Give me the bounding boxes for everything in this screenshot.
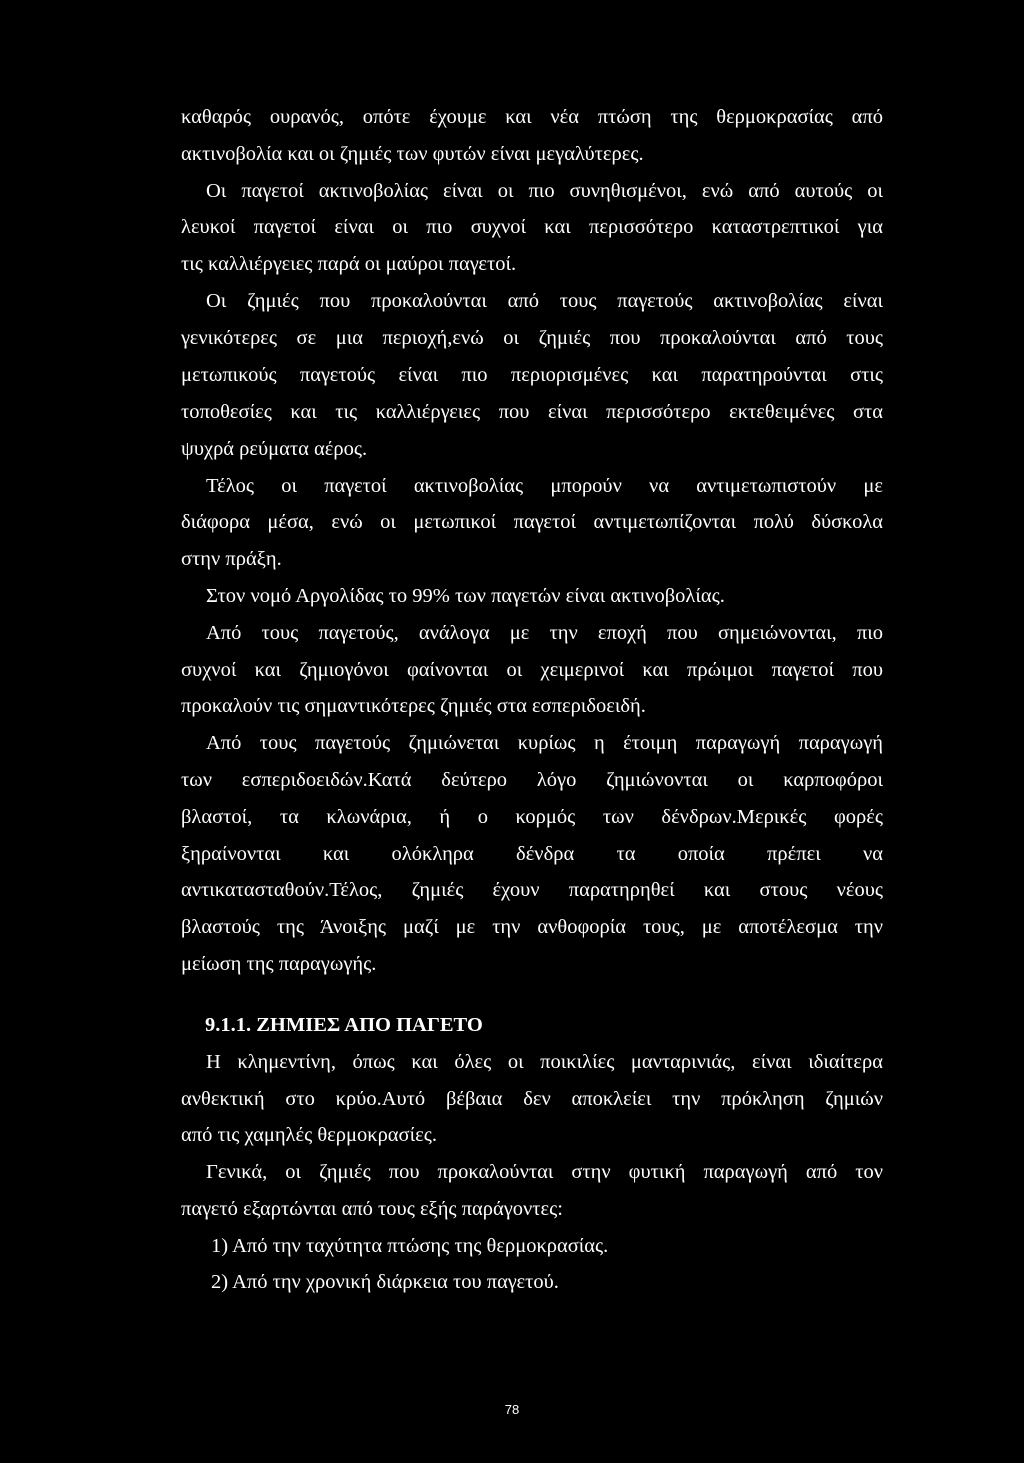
text-line: ακτινοβολία και οι ζημιές των φυτών είναι μεγαλύτερες. xyxy=(181,143,644,165)
text-line: Από τους παγετούς, ανάλογα με την εποχή που σημειώνονται, πιο xyxy=(206,622,883,644)
text-line: παγετό εξαρτώνται από τους εξής παράγοντες: xyxy=(181,1198,563,1220)
section-heading: 9.1.1. ΖΗΜΙΕΣ ΑΠΟ ΠΑΓΕΤΟ xyxy=(205,1014,483,1036)
text-line: ανθεκτική στο κρύο.Αυτό βέβαια δεν αποκλείει την πρόκληση ζημιών xyxy=(181,1088,883,1110)
text-line: βλαστούς της Άνοιξης μαζί με την ανθοφορία τους, με αποτέλεσμα την xyxy=(181,916,883,938)
text-line: προκαλούν τις σημαντικότερες ζημιές στα εσπεριδοειδή. xyxy=(181,695,646,717)
text-line: Οι παγετοί ακτινοβολίας είναι οι πιο συνηθισμένοι, ενώ από αυτούς οι xyxy=(206,180,883,202)
text-line: Από τους παγετούς ζημιώνεται κυρίως η έτοιμη παραγωγή παραγωγή xyxy=(206,732,883,754)
text-line: στην πράξη. xyxy=(181,548,282,570)
text-line: από τις χαμηλές θερμοκρασίες. xyxy=(181,1124,437,1146)
text-line: μετωπικούς παγετούς είναι πιο περιορισμένες και παρατηρούνται στις xyxy=(181,364,883,386)
text-line: καθαρός ουρανός, οπότε έχουμε και νέα πτώση της θερμοκρασίας από xyxy=(181,106,883,128)
text-line: αντικατασταθούν.Τέλος, ζημιές έχουν παρατηρηθεί και στους νέους xyxy=(181,879,883,901)
text-line: τοποθεσίες και τις καλλιέργειες που είναι περισσότερο εκτεθειμένες στα xyxy=(181,401,883,423)
text-line: Γενικά, οι ζημιές που προκαλούνται στην φυτική παραγωγή από τον xyxy=(206,1161,883,1183)
text-line: Τέλος οι παγετοί ακτινοβολίας μπορούν να αντιμετωπιστούν με xyxy=(206,475,883,497)
text-line: Στον νομό Αργολίδας το 99% των παγετών είναι ακτινοβολίας. xyxy=(206,585,725,607)
text-line: γενικότερες σε μια περιοχή,ενώ οι ζημιές που προκαλούνται από τους xyxy=(181,327,883,349)
text-line: βλαστοί, τα κλωνάρια, ή ο κορμός των δένδρων.Μερικές φορές xyxy=(181,806,883,828)
text-line: συχνοί και ζημιογόνοι φαίνονται οι χειμερινοί και πρώιμοι παγετοί που xyxy=(181,659,883,681)
list-item: 1) Από την ταχύτητα πτώσης της θερμοκρασίας. xyxy=(211,1235,609,1257)
text-line: λευκοί παγετοί είναι οι πιο συχνοί και περισσότερο καταστρεπτικοί για xyxy=(181,216,883,238)
text-line: Η κλημεντίνη, όπως και όλες οι ποικιλίες μανταρινιάς, είναι ιδιαίτερα xyxy=(206,1051,883,1073)
text-line: διάφορα μέσα, ενώ οι μετωπικοί παγετοί αντιμετωπίζονται πολύ δύσκολα xyxy=(181,511,883,533)
text-line: τις καλλιέργειες παρά οι μαύροι παγετοί. xyxy=(181,253,517,275)
text-line: ψυχρά ρεύματα αέρος. xyxy=(181,438,368,460)
page-number: 78 xyxy=(504,1402,520,1417)
list-item: 2) Από την χρονική διάρκεια του παγετού. xyxy=(211,1271,559,1293)
text-line: Οι ζημιές που προκαλούνται από τους παγετούς ακτινοβολίας είναι xyxy=(206,290,883,312)
text-line: μείωση της παραγωγής. xyxy=(181,953,377,975)
text-line: των εσπεριδοειδών.Κατά δεύτερο λόγο ζημιώνονται οι καρποφόροι xyxy=(181,769,883,791)
text-line: ξηραίνονται και ολόκληρα δένδρα τα οποία πρέπει να xyxy=(181,843,883,865)
